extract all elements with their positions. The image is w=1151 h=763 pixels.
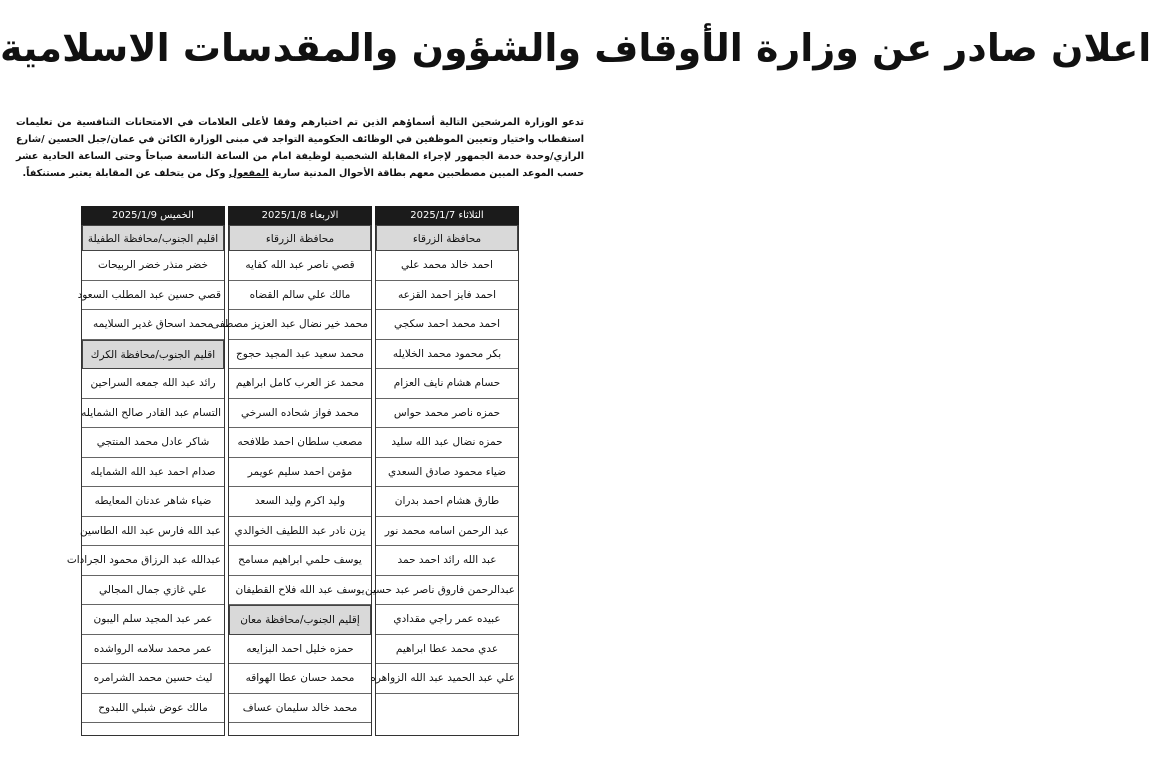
candidate-name-cell: ضياء محمود صادق السعدي [376, 458, 518, 488]
candidate-name-cell: محمد اسحاق غدير السلايمه [82, 310, 224, 340]
candidate-name-cell: محمد فواز شحاده السرخي [229, 399, 371, 429]
candidate-name-cell: شاكر عادل محمد المنتجي [82, 428, 224, 458]
candidate-name-cell: بكر محمود محمد الخلايله [376, 340, 518, 370]
candidate-name-cell: علي عبد الحميد عبد الله الزواهره [376, 664, 518, 694]
candidate-name-cell: صدام احمد عبد الله الشمايله [82, 458, 224, 488]
candidate-name-cell: عمر عبد المجيد سلم اليبون [82, 605, 224, 635]
candidate-name-cell: احمد فايز احمد القزعه [376, 281, 518, 311]
region-header-cell: اقليم الجنوب/محافظة الطفيلة [82, 225, 224, 251]
candidate-name-cell: عمر محمد سلامه الرواشده [82, 635, 224, 665]
candidate-list [364, 225, 519, 736]
interview-schedule-table [66, 206, 519, 736]
candidate-name-cell: قصي ناصر عبد الله كفايه [229, 251, 371, 281]
body-text-start: تدعو الوزارة المرشحين التالية أسماؤهم الذين تم اختيارهم وفقا لأعلى العلامات في الامتحانات التنافسية من تعليمات استقطاب واختيار وتعيين الموظفين في الوظائف الحكومية التواجد في مبنى الوزارة الكائن في عمان/جبل الحسين /شارع الرازي/وحدة خدمة الجمهور لإجراء المقابلة الشخصية لوظيفة امام من الساعة التاسعة صباحاً وحتى الساعة الحادية عشر حسب الموعد المبين مصطحبين معهم بطاقة الأحوال المدنية سارية [16, 117, 584, 179]
candidate-name-cell: علي غازي جمال المجالي [82, 576, 224, 606]
candidate-name-cell: رائد عبد الله جمعه السراحين [82, 369, 224, 399]
candidate-name-cell: يوسف حلمي ابراهيم مسامح [229, 546, 371, 576]
candidate-name-cell: مالك علي سالم القضاه [229, 281, 371, 311]
schedule-day-column [210, 206, 372, 736]
candidate-name-cell: عدي محمد عطا ابراهيم [376, 635, 518, 665]
candidate-name-cell: عبدالرحمن فاروق ناصر عبد حسين [376, 576, 518, 606]
candidate-name-cell: التسام عبد القادر صالح الشمايله [82, 399, 224, 429]
candidate-name-cell: عبدالله عبد الرزاق محمود الجرادات [82, 546, 224, 576]
candidate-name-cell: مؤمن احمد سليم عويمر [229, 458, 371, 488]
candidate-name-cell: محمد حسان عطا الهواقه [229, 664, 371, 694]
schedule-day-column [66, 206, 225, 736]
candidate-name-cell: محمد خالد سليمان عساف [229, 694, 371, 724]
region-header-cell: محافظة الزرقاء [229, 225, 371, 251]
candidate-name-cell: خضر منذر خضر الربيحات [82, 251, 224, 281]
candidate-list [66, 225, 225, 736]
candidate-name-cell: عبيده عمر راجي مقدادي [376, 605, 518, 635]
region-header-cell: محافظة الزرقاء [376, 225, 518, 251]
candidate-name-cell: يوسف عبد الله فلاح القطيفان [229, 576, 371, 606]
body-text-end: وكل من يتخلف عن المقابلة يعتبر مستنكفاً. [22, 168, 229, 179]
candidate-name-cell: محمد عز العرب كامل ابراهيم [229, 369, 371, 399]
day-header: الاربعاء 2025/1/8 [228, 206, 372, 225]
day-header: الثلاثاء 2025/1/7 [375, 206, 519, 225]
candidate-name-cell: يزن نادر عبد اللطيف الخوالدي [229, 517, 371, 547]
candidate-name-cell: عبد الرحمن اسامه محمد نور [376, 517, 518, 547]
announcement-body [16, 114, 584, 182]
candidate-name-cell: محمد خير نضال عبد العزيز مصطفى [229, 310, 371, 340]
day-header: الخميس 2025/1/9 [81, 206, 225, 225]
candidate-name-cell: وليد اكرم وليد السعد [229, 487, 371, 517]
candidate-name-cell: احمد خالد محمد علي [376, 251, 518, 281]
candidate-name-cell: قصي حسين عبد المطلب السعود [82, 281, 224, 311]
candidate-name-cell: عبد الله فارس عبد الله الطاسين [82, 517, 224, 547]
candidate-name-cell: ليث حسين محمد الشرامره [82, 664, 224, 694]
candidate-name-cell: مصعب سلطان احمد طلافحه [229, 428, 371, 458]
candidate-name-cell: محمد سعيد عبد المجيد حجوج [229, 340, 371, 370]
candidate-name-cell: حمزه نضال عبد الله سليد [376, 428, 518, 458]
candidate-name-cell: حمزه خليل احمد البزايعه [229, 635, 371, 665]
region-header-cell: اقليم الجنوب/محافظة الكرك [82, 340, 224, 370]
candidate-name-cell: طارق هشام احمد بدران [376, 487, 518, 517]
candidate-name-cell: عبد الله رائد احمد حمد [376, 546, 518, 576]
candidate-name-cell: مالك عوض شبلي اللبدوح [82, 694, 224, 724]
region-header-cell: إقليم الجنوب/محافظة معان [229, 605, 371, 635]
candidate-name-cell: ضياء شاهر عدنان المعايطه [82, 487, 224, 517]
candidate-name-cell: حمزه ناصر محمد حواس [376, 399, 518, 429]
candidate-list [210, 225, 372, 736]
candidate-name-cell: احمد محمد احمد سكجي [376, 310, 518, 340]
candidate-name-cell: حسام هشام نايف العزام [376, 369, 518, 399]
schedule-day-column [364, 206, 519, 736]
body-text-underlined: المفعول [228, 168, 269, 179]
announcement-title: اعلان صادر عن وزارة الأوقاف والشؤون والمقدسات الاسلامية [0, 26, 1151, 70]
